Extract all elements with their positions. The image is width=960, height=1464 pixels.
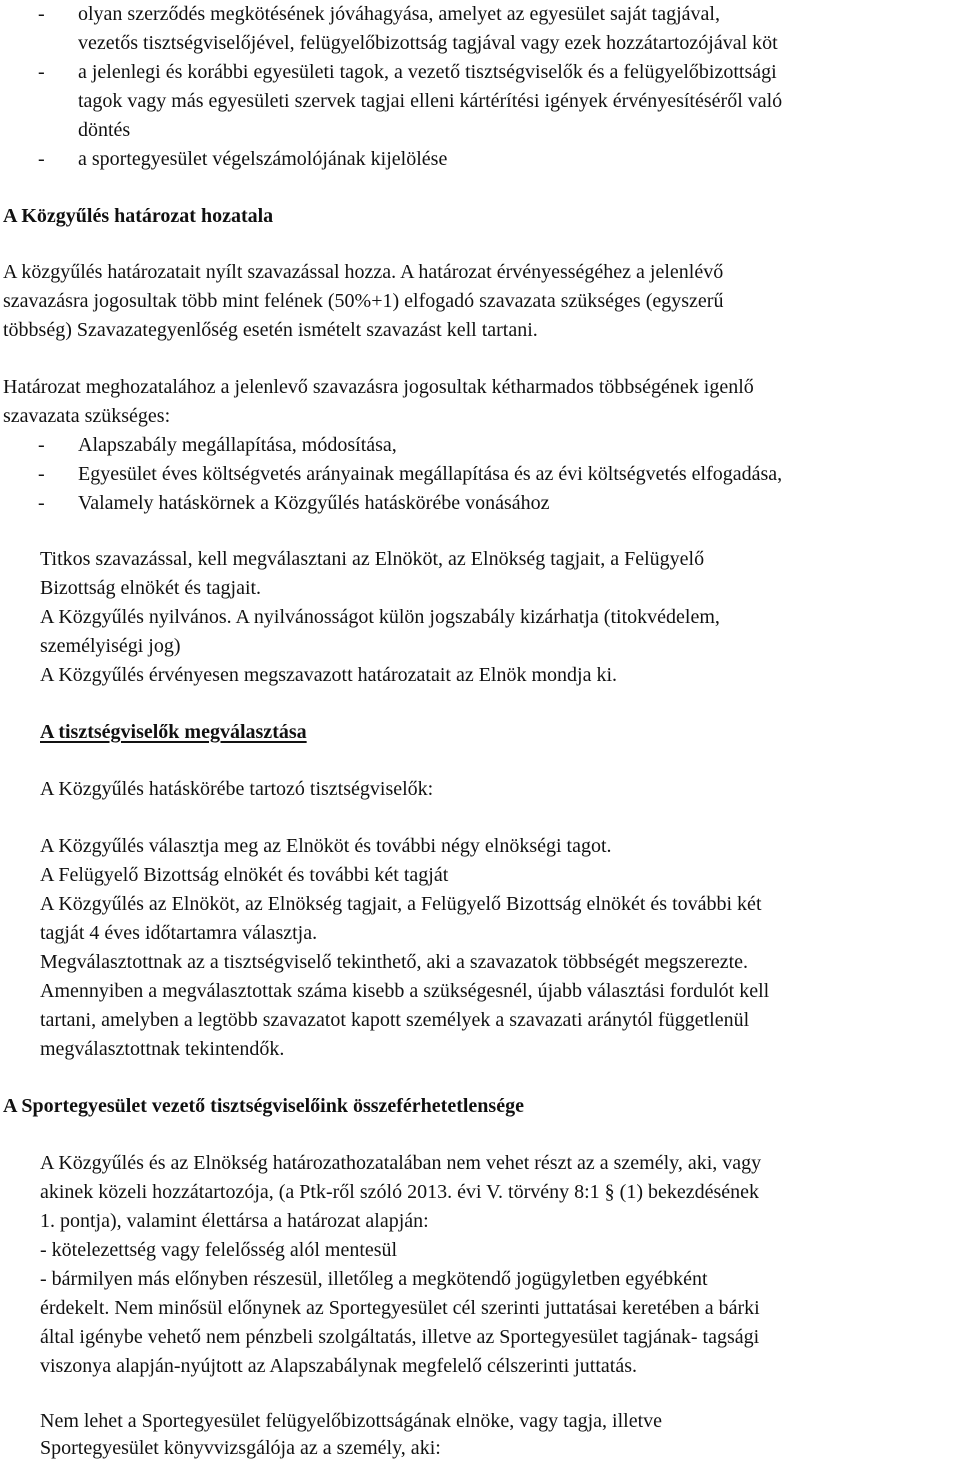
section-heading: A tisztségviselők megválasztása — [40, 721, 307, 743]
paragraph-line: személyiségi jog) — [40, 635, 181, 657]
list-dash: - — [38, 463, 45, 485]
list-dash: - — [38, 3, 45, 25]
list-item-text: a jelenlegi és korábbi egyesületi tagok, a vezető tisztségviselők és a felügyelőbizottsági — [78, 61, 777, 83]
paragraph-line: által igénybe vehető nem pénzbeli szolgáltatás, illetve az Sportegyesület tagjának- tagsági — [40, 1326, 760, 1348]
list-item — [38, 431, 397, 459]
list-item — [38, 0, 720, 28]
paragraph-line: - kötelezettség vagy felelősség alól mentesül — [40, 1239, 398, 1261]
paragraph-line: A közgyűlés határozatait nyílt szavazással hozza. A határozat érvényességéhez a jelenlévő — [3, 261, 724, 283]
section-heading: A Közgyűlés határozat hozatala — [3, 205, 274, 227]
list-dash: - — [38, 148, 45, 170]
paragraph-line: A Közgyűlés választja meg az Elnököt és további négy elnökségi tagot. — [40, 835, 612, 857]
list-item-text: Egyesület éves költségvetés arányainak megállapítása és az évi költségvetés elfogadása, — [78, 463, 783, 485]
paragraph-line: többség) Szavazategyenlőség esetén ismételt szavazást kell tartani. — [3, 319, 538, 341]
paragraph-line: Megválasztottnak az a tisztségviselő tekinthető, aki a szavazatok többségét megszerezte. — [40, 951, 749, 973]
paragraph-line: tartani, amelyben a legtöbb szavazatot kapott személyek a szavazati aránytól függetlenül — [40, 1009, 750, 1031]
list-item-continuation: vezetős tisztségviselőjével, felügyelőbizottság tagjával vagy ezek hozzátartozójával köt — [78, 32, 778, 54]
paragraph-line: Határozat meghozatalához a jelenlevő szavazásra jogosultak kétharmados többségének igenlő — [3, 376, 754, 398]
list-item-continuation: tagok vagy más egyesületi szervek tagjai elleni kártérítési igények érvényesítéséről való — [78, 90, 783, 112]
paragraph-line: A Közgyűlés nyilvános. A nyilvánosságot külön jogszabály kizárhatja (titokvédelem, — [40, 606, 720, 628]
list-item — [38, 460, 782, 488]
paragraph-line: Titkos szavazással, kell megválasztani az Elnököt, az Elnökség tagjait, a Felügyelő — [40, 548, 705, 570]
paragraph-line: A Közgyűlés érvényesen megszavazott határozatait az Elnök mondja ki. — [40, 664, 618, 686]
paragraph-line: szavazata szükséges: — [3, 405, 171, 427]
section-heading: A Sportegyesület vezető tisztségviselőink összeférhetetlensége — [3, 1095, 524, 1117]
paragraph-line: Sportegyesület könyvvizsgálója az a személy, aki: — [40, 1437, 441, 1459]
paragraph-line: Nem lehet a Sportegyesület felügyelőbizottságának elnöke, vagy tagja, illetve — [40, 1410, 663, 1432]
list-item — [38, 489, 550, 517]
paragraph-line: A Felügyelő Bizottság elnökét és további két tagját — [40, 864, 449, 886]
paragraph-line: viszonya alapján-nyújtott az Alapszabálynak megfelelő célszerinti juttatás. — [40, 1355, 638, 1377]
paragraph-line: Amennyiben a megválasztottak száma kisebb a szükségesnél, újabb választási fordulót kell — [40, 980, 770, 1002]
list-dash: - — [38, 492, 45, 514]
paragraph-line: szavazásra jogosultak több mint felének (50%+1) elfogadó szavazata szükséges (egyszerű — [3, 290, 724, 312]
list-item-text: Alapszabály megállapítása, módosítása, — [78, 434, 397, 456]
paragraph-line: akinek közeli hozzátartozója, (a Ptk-ről szóló 2013. évi V. törvény 8:1 § (1) bekezdésének — [40, 1181, 760, 1203]
paragraph-line: 1. pontja), valamint élettársa a határozat alapján: — [40, 1210, 429, 1232]
paragraph-line: tagját 4 éves időtartamra választja. — [40, 922, 318, 944]
paragraph-line: érdekelt. Nem minősül előnynek az Sportegyesület cél szerinti juttatásai keretében a bárki — [40, 1297, 760, 1319]
list-item-text: olyan szerződés megkötésének jóváhagyása, amelyet az egyesület saját tagjával, — [78, 3, 720, 25]
paragraph-line: megválasztottnak tekintendők. — [40, 1038, 285, 1060]
list-item-text: a sportegyesület végelszámolójának kijelölése — [78, 148, 448, 170]
list-dash: - — [38, 434, 45, 456]
list-dash: - — [38, 61, 45, 83]
paragraph-line: A Közgyűlés az Elnököt, az Elnökség tagjait, a Felügyelő Bizottság elnökét és további két — [40, 893, 762, 915]
paragraph-line: A Közgyűlés és az Elnökség határozathozatalában nem vehet részt az a személy, aki, vagy — [40, 1152, 762, 1174]
list-item-text: Valamely hatáskörnek a Közgyűlés hatáskörébe vonásához — [78, 492, 550, 514]
paragraph-line: Bizottság elnökét és tagjait. — [40, 577, 262, 599]
paragraph-line: - bármilyen más előnyben részesül, illetőleg a megkötendő jogügyletben egyébként — [40, 1268, 708, 1290]
paragraph-line: A Közgyűlés hatáskörébe tartozó tisztségviselők: — [40, 778, 434, 800]
list-item-continuation: döntés — [78, 119, 131, 141]
list-item — [38, 145, 447, 173]
list-item — [38, 58, 777, 86]
